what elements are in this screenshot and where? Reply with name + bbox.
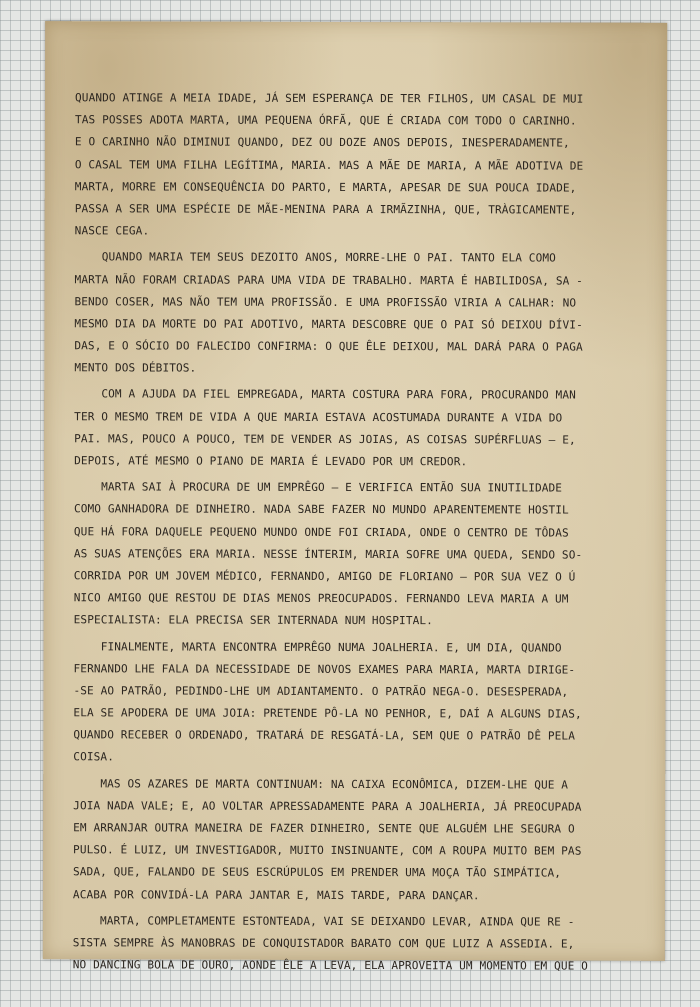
text-line: MENTO DOS DÉBITOS.	[74, 361, 197, 375]
text-line: JOIA NADA VALE; E, AO VOLTAR APRESSADAMENTE PARA A JOALHERIA, JÁ PREOCUPADA	[73, 799, 582, 814]
text-line: EM ARRANJAR OUTRA MANEIRA DE FAZER DINHEIRO, SENTE QUE ALGUÉM LHE SEGURA O	[73, 821, 575, 836]
text-line: ESPECIALISTA: ELA PRECISA SER INTERNADA NUM HOSPITAL.	[73, 613, 433, 628]
text-line: -SE AO PATRÃO, PEDINDO-LHE UM ADIANTAMENTO. O PATRÃO NEGA-O. DESESPERADA,	[73, 684, 569, 699]
text-line: DAS, E O SÓCIO DO FALECIDO CONFIRMA: O QUE ÊLE DEIXOU, MAL DARÁ PARA O PAGA	[74, 339, 583, 354]
text-line: NO DANCING BOLA DE OURO, AONDE ÊLE A LEVA, ELA APROVEITA UM MOMENTO EM QUE O	[72, 958, 588, 973]
paragraph	[74, 247, 654, 382]
paragraph	[73, 910, 653, 978]
text-line: QUE HÁ FORA DAQUELE PEQUENO MUNDO ONDE FOI CRIADA, ONDE O CENTRO DE TÔDAS	[73, 524, 569, 540]
text-line: ELA SE APODERA DE UMA JOIA: PRETENDE PÔ-LA NO PENHOR, E, DAÍ A ALGUNS DIAS,	[73, 706, 582, 721]
text-line: NASCE CEGA.	[74, 224, 150, 238]
text-line: NICO AMIGO QUE RESTOU DE DIAS MENOS PREOCUPADOS. FERNANDO LEVA MARIA A UM	[73, 591, 569, 606]
paragraph	[73, 773, 653, 908]
text-line: MARTA, MORRE EM CONSEQUÊNCIA DO PARTO, E MARTA, APESAR DE SUA POUCA IDADE,	[74, 180, 577, 195]
text-line: MESMO DIA DA MORTE DO PAI ADOTIVO, MARTA DESCOBRE QUE O PAI SÓ DEIXOU DÍVI-	[74, 317, 583, 332]
text-line: FERNANDO LHE FALA DA NECESSIDADE DE NOVOS EXAMES PARA MARIA, MARTA DIRIGE-	[73, 661, 576, 677]
text-line: MARTA SAI À PROCURA DE UM EMPRÊGO — E VERIFICA ENTÃO SUA INUTILIDADE	[73, 480, 563, 495]
text-line: TAS POSSES ADOTA MARTA, UMA PEQUENA ÓRFÃ, QUE É CRIADA COM TODO O CARINHO.	[74, 113, 577, 128]
text-line: MAS OS AZARES DE MARTA CONTINUAM: NA CAIXA ECONÔMICA, DIZEM-LHE QUE A	[73, 776, 569, 792]
text-line: TER O MESMO TREM DE VIDA A QUE MARIA ESTAVA ACOSTUMADA DURANTE A VIDA DO	[74, 409, 563, 425]
text-line: QUANDO RECEBER O ORDENADO, TRATARÁ DE RESGATÁ-LA, SEM QUE O PATRÃO DÊ PELA	[73, 728, 576, 743]
text-line: FINALMENTE, MARTA ENCONTRA EMPRÊGO NUMA JOALHERIA. E, UM DIA, QUANDO	[73, 639, 562, 655]
text-line: PASSA A SER UMA ESPÉCIE DE MÃE-MENINA PARA A IRMÃZINHA, QUE, TRÀGICAMENTE,	[74, 202, 577, 217]
text-line: PAI. MAS, POUCO A POUCO, TEM DE VENDER AS JOIAS, AS COISAS SUPÉRFLUAS — E,	[74, 432, 576, 447]
text-line: SADA, QUE, FALANDO DE SEUS ESCRÚPULOS EM PRENDER UMA MOÇA TÃO SIMPÁTICA,	[72, 865, 562, 880]
text-line: CORRIDA POR UM JOVEM MÉDICO, FERNANDO, AMIGO DE FLORIANO — POR SUA VEZ O Ú	[73, 569, 576, 584]
text-line: ACABA POR CONVIDÁ-LA PARA JANTAR E, MAIS TARDE, PARA DANÇAR.	[72, 887, 480, 902]
text-line: O CASAL TEM UMA FILHA LEGÍTIMA, MARIA. MAS A MÃE DE MARIA, A MÃE ADOTIVA DE	[74, 157, 584, 173]
text-line: COMO GANHADORA DE DINHEIRO. NADA SABE FAZER NO MUNDO APARENTEMENTE HOSTIL	[73, 502, 569, 517]
text-line: QUANDO MARIA TEM SEUS DEZOITO ANOS, MORRE-LHE O PAI. TANTO ELA COMO	[74, 250, 556, 265]
text-line: AS SUAS ATENÇÕES ERA MARIA. NESSE ÍNTERIM, MARIA SOFRE UMA QUEDA, SENDO SO-	[73, 547, 583, 562]
typewritten-page	[43, 21, 667, 973]
synopsis-text	[73, 87, 655, 978]
paragraph	[73, 636, 653, 771]
text-line: MARTA NÃO FORAM CRIADAS PARA UMA VIDA DE TRABALHO. MARTA É HABILIDOSA, SA -	[74, 272, 584, 288]
text-line: MARTA, COMPLETAMENTE ESTONTEADA, VAI SE DEIXANDO LEVAR, AINDA QUE RE -	[72, 914, 575, 929]
text-line: COM A AJUDA DA FIEL EMPREGADA, MARTA COSTURA PARA FORA, PROCURANDO MAN	[74, 387, 576, 403]
text-line: E O CARINHO NÃO DIMINUI QUANDO, DEZ OU DOZE ANOS DEPOIS, INESPERADAMENTE,	[74, 135, 570, 150]
text-line: BENDO COSER, MAS NÃO TEM UMA PROFISSÃO. E UMA PROFISSÃO VIRIA A CALHAR: NO	[74, 294, 577, 310]
text-line: DEPOIS, ATÉ MESMO O PIANO DE MARIA É LEVADO POR UM CREDOR.	[74, 454, 468, 469]
paragraph	[74, 384, 654, 474]
text-line: SISTA SEMPRE ÀS MANOBRAS DE CONQUISTADOR BARATO COM QUE LUIZ A ASSEDIA. E,	[72, 936, 575, 951]
paragraph	[75, 87, 655, 244]
text-line: COISA.	[73, 750, 115, 764]
paragraph	[74, 476, 654, 633]
text-line: QUANDO ATINGE A MEIA IDADE, JÁ SEM ESPERANÇA DE TER FILHOS, UM CASAL DE MUI	[75, 91, 584, 106]
text-line: PULSO. É LUIZ, UM INVESTIGADOR, MUITO INSINUANTE, COM A ROUPA MUITO BEM PAS	[73, 843, 582, 858]
